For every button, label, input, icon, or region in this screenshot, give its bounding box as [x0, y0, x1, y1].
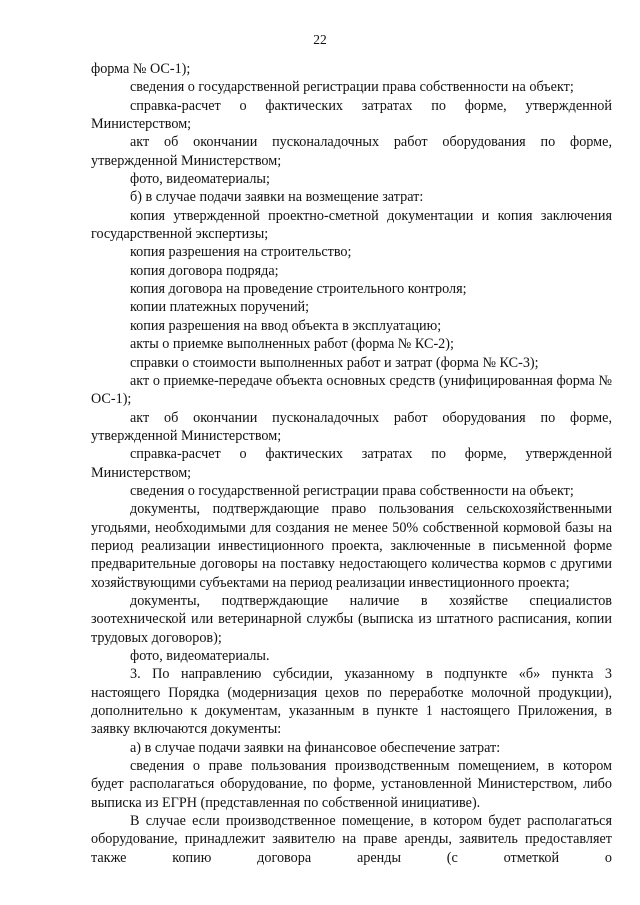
paragraph: б) в случае подачи заявки на возмещение затрат:: [130, 189, 424, 206]
paragraph: копия утвержденной проектно-сметной документации и копия заключения государственной экспертизы;: [91, 207, 612, 243]
paragraph: копия разрешения на ввод объекта в эксплуатацию;: [130, 317, 442, 334]
document-body: [91, 60, 612, 867]
paragraph: акт о приемке-передаче объекта основных средств (унифицированная форма № ОС-1);: [91, 372, 612, 408]
paragraph: 3. По направлению субсидии, указанному в подпункте «б» пункта 3 настоящего Порядка (модернизация цехов по переработке молочной продукции), дополнительно к документам, указанным в пункте 1 настоящего Приложения, в заявку включаются документы:: [91, 666, 612, 738]
paragraph: акты о приемке выполненных работ (форма № КС-2);: [130, 336, 454, 353]
paragraph: документы, подтверждающие право пользования сельскохозяйственными угодьями, необходимыми для создания не менее 50% собственной кормовой базы на период реализации инвестиционного проекта, заключенные в письменной форме предварительные договоры на поставку недостающего количества кормов с другими хозяйствующими субъектами на период реализации инвестиционного проекта;: [91, 501, 612, 591]
paragraph: сведения о государственной регистрации права собственности на объект;: [130, 79, 574, 96]
paragraph: справка-расчет о фактических затратах по форме, утвержденной Министерством;: [91, 97, 612, 133]
paragraph: сведения о государственной регистрации права собственности на объект;: [130, 482, 574, 499]
paragraph: сведения о праве пользования производственным помещением, в котором будет располагаться оборудование, по форме, установленной Министерством, либо выписка из ЕГРН (представленная по собственной инициативе).: [91, 758, 612, 811]
paragraph: копия разрешения на строительство;: [130, 244, 352, 261]
paragraph: акт об окончании пусконаладочных работ оборудования по форме, утвержденной Министерством;: [91, 134, 612, 169]
paragraph: документы, подтверждающие наличие в хозяйстве специалистов зоотехнической или ветеринарной службы (выписка из штатного расписания, копии трудовых договоров);: [91, 592, 612, 646]
paragraph: а) в случае подачи заявки на финансовое обеспечение затрат:: [130, 739, 501, 756]
page-number: 22: [313, 32, 327, 47]
paragraph: справка-расчет о фактических затратах по форме, утвержденной Министерством;: [91, 446, 612, 481]
paragraph: фото, видеоматериалы.: [130, 648, 270, 664]
paragraph: копии платежных поручений;: [130, 299, 310, 316]
paragraph: копия договора на проведение строительного контроля;: [130, 281, 467, 298]
paragraph: справки о стоимости выполненных работ и затрат (форма № КС-3);: [130, 354, 539, 371]
paragraph: фото, видеоматериалы;: [130, 171, 270, 188]
paragraph: копия договора подряда;: [130, 262, 279, 279]
paragraph: В случае если производственное помещение, в котором будет располагаться оборудование, принадлежит заявителю на праве аренды, заявитель предоставляет также копию договора аренды (с отметкой о: [91, 813, 612, 866]
paragraph: акт об окончании пусконаладочных работ оборудования по форме, утвержденной Министерством;: [91, 409, 612, 444]
paragraph: форма № ОС-1);: [91, 61, 191, 77]
